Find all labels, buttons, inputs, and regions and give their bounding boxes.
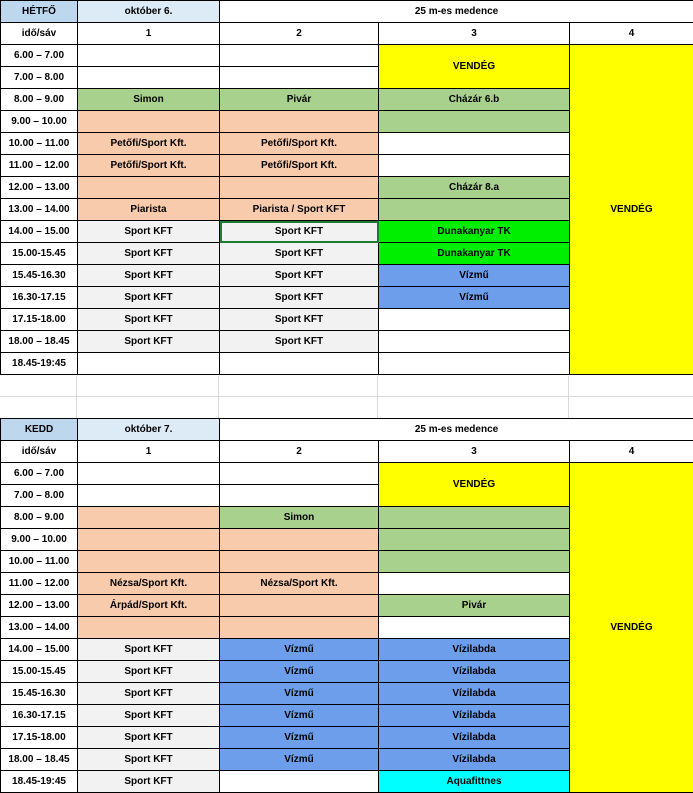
date-label: október 7. <box>78 419 220 441</box>
day-label: HÉTFŐ <box>1 1 78 23</box>
lane3-cell[interactable] <box>379 507 570 529</box>
lane3-cell[interactable]: Aquafittnes <box>379 771 570 793</box>
lane1-cell[interactable]: Sport KFT <box>78 221 220 243</box>
lane1-cell[interactable]: Petőfi/Sport Kft. <box>78 133 220 155</box>
lane3-cell[interactable] <box>379 529 570 551</box>
lane3-cell[interactable]: Pivár <box>379 595 570 617</box>
lane2-cell[interactable]: Petőfi/Sport Kft. <box>220 155 379 177</box>
time-lane-header: idő/sáv <box>1 23 78 45</box>
pool-title: 25 m-es medence <box>220 1 693 23</box>
lane2-cell[interactable]: Sport KFT <box>220 331 379 353</box>
lane1-cell[interactable] <box>78 551 220 573</box>
time-slot: 15.45-16.30 <box>1 683 78 705</box>
time-slot: 18.45-19:45 <box>1 771 78 793</box>
lane3-cell[interactable]: Vízilabda <box>379 661 570 683</box>
lane3-reserved-cell[interactable]: VENDÉG <box>379 463 570 507</box>
lane1-cell[interactable]: Sport KFT <box>78 309 220 331</box>
lane3-cell[interactable] <box>379 199 570 221</box>
lane1-cell[interactable]: Piarista <box>78 199 220 221</box>
time-slot: 14.00 – 15.00 <box>1 639 78 661</box>
lane3-cell[interactable]: Vízmű <box>379 287 570 309</box>
lane-header: 4 <box>570 23 693 45</box>
time-slot: 15.00-15.45 <box>1 243 78 265</box>
lane2-cell[interactable]: Petőfi/Sport Kft. <box>220 133 379 155</box>
time-slot: 12.00 – 13.00 <box>1 177 78 199</box>
lane-header: 3 <box>379 441 570 463</box>
lane3-cell[interactable] <box>379 551 570 573</box>
schedule-table-tuesday <box>0 418 693 793</box>
lane3-cell[interactable]: Cházár 8.a <box>379 177 570 199</box>
time-slot: 8.00 – 9.00 <box>1 507 78 529</box>
time-slot: 15.00-15.45 <box>1 661 78 683</box>
lane1-cell[interactable]: Sport KFT <box>78 749 220 771</box>
time-slot: 10.00 – 11.00 <box>1 551 78 573</box>
lane1-cell[interactable] <box>78 67 220 89</box>
lane2-cell[interactable]: Vízmű <box>220 727 379 749</box>
lane3-cell[interactable] <box>379 133 570 155</box>
time-slot: 17.15-18.00 <box>1 309 78 331</box>
lane1-cell[interactable]: Sport KFT <box>78 661 220 683</box>
lane2-cell[interactable] <box>220 111 379 133</box>
lane1-cell[interactable]: Sport KFT <box>78 243 220 265</box>
lane1-cell[interactable]: Sport KFT <box>78 331 220 353</box>
pool-title: 25 m-es medence <box>220 419 693 441</box>
lane3-cell[interactable]: Vízilabda <box>379 749 570 771</box>
time-slot: 11.00 – 12.00 <box>1 573 78 595</box>
lane2-cell[interactable]: Sport KFT <box>220 309 379 331</box>
lane1-cell[interactable]: Sport KFT <box>78 639 220 661</box>
lane2-cell[interactable]: Vízmű <box>220 639 379 661</box>
date-label: október 6. <box>78 1 220 23</box>
time-slot: 15.45-16.30 <box>1 265 78 287</box>
time-slot: 18.00 – 18.45 <box>1 331 78 353</box>
lane2-cell[interactable] <box>220 617 379 639</box>
lane1-cell[interactable]: Sport KFT <box>78 287 220 309</box>
lane-header: 1 <box>78 441 220 463</box>
lane3-cell[interactable]: Vízilabda <box>379 705 570 727</box>
lane2-cell[interactable]: Vízmű <box>220 705 379 727</box>
lane3-cell[interactable] <box>379 617 570 639</box>
time-slot: 17.15-18.00 <box>1 727 78 749</box>
time-slot: 14.00 – 15.00 <box>1 221 78 243</box>
lane4-reserved-cell[interactable]: VENDÉG <box>570 463 693 793</box>
lane2-cell[interactable] <box>220 177 379 199</box>
lane2-cell[interactable]: Sport KFT <box>220 265 379 287</box>
lane3-cell[interactable] <box>379 155 570 177</box>
time-slot: 9.00 – 10.00 <box>1 529 78 551</box>
time-slot: 7.00 – 8.00 <box>1 485 78 507</box>
lane1-cell[interactable] <box>78 45 220 67</box>
schedule-table-monday <box>0 0 693 375</box>
day-label: KEDD <box>1 419 78 441</box>
lane2-cell[interactable] <box>220 529 379 551</box>
lane1-cell[interactable]: Sport KFT <box>78 683 220 705</box>
lane1-cell[interactable] <box>78 617 220 639</box>
lane2-cell[interactable] <box>220 45 379 67</box>
lane2-cell[interactable]: Nézsa/Sport Kft. <box>220 573 379 595</box>
lane2-cell[interactable]: Vízmű <box>220 683 379 705</box>
lane1-cell[interactable]: Nézsa/Sport Kft. <box>78 573 220 595</box>
lane3-cell[interactable] <box>379 309 570 331</box>
lane-header: 2 <box>220 23 379 45</box>
lane1-cell[interactable] <box>78 463 220 485</box>
time-slot: 7.00 – 8.00 <box>1 67 78 89</box>
lane2-cell[interactable]: Pivár <box>220 89 379 111</box>
lane2-cell[interactable]: Simon <box>220 507 379 529</box>
lane3-cell[interactable] <box>379 353 570 375</box>
lane2-cell[interactable] <box>220 463 379 485</box>
lane3-cell[interactable]: Vízilabda <box>379 683 570 705</box>
lane1-cell[interactable]: Simon <box>78 89 220 111</box>
lane3-cell[interactable] <box>379 111 570 133</box>
lane3-cell[interactable]: Dunakanyar TK <box>379 221 570 243</box>
lane1-cell[interactable] <box>78 353 220 375</box>
lane3-cell[interactable]: Cházár 6.b <box>379 89 570 111</box>
lane2-cell[interactable] <box>220 485 379 507</box>
lane1-cell[interactable]: Sport KFT <box>78 771 220 793</box>
time-slot: 13.00 – 14.00 <box>1 617 78 639</box>
spacer-rows <box>0 376 693 418</box>
time-slot: 11.00 – 12.00 <box>1 155 78 177</box>
lane1-cell[interactable]: Sport KFT <box>78 265 220 287</box>
lane2-cell[interactable] <box>220 551 379 573</box>
lane2-cell[interactable] <box>220 353 379 375</box>
lane3-cell[interactable]: Vízilabda <box>379 727 570 749</box>
lane1-cell[interactable] <box>78 111 220 133</box>
lane2-cell[interactable]: Vízmű <box>220 661 379 683</box>
lane3-cell[interactable]: Vízmű <box>379 265 570 287</box>
lane2-cell[interactable]: Sport KFT <box>220 221 379 243</box>
lane2-cell[interactable]: Sport KFT <box>220 287 379 309</box>
time-slot: 8.00 – 9.00 <box>1 89 78 111</box>
lane-header: 2 <box>220 441 379 463</box>
lane4-reserved-cell[interactable]: VENDÉG <box>570 45 693 375</box>
lane1-cell[interactable] <box>78 177 220 199</box>
lane1-cell[interactable]: Sport KFT <box>78 705 220 727</box>
lane3-reserved-cell[interactable]: VENDÉG <box>379 45 570 89</box>
lane1-cell[interactable] <box>78 529 220 551</box>
lane1-cell[interactable] <box>78 507 220 529</box>
time-slot: 13.00 – 14.00 <box>1 199 78 221</box>
lane1-cell[interactable]: Árpád/Sport Kft. <box>78 595 220 617</box>
time-slot: 10.00 – 11.00 <box>1 133 78 155</box>
lane1-cell[interactable] <box>78 485 220 507</box>
lane3-cell[interactable] <box>379 573 570 595</box>
lane3-cell[interactable]: Dunakanyar TK <box>379 243 570 265</box>
time-slot: 18.00 – 18.45 <box>1 749 78 771</box>
lane2-cell[interactable]: Piarista / Sport KFT <box>220 199 379 221</box>
lane-header: 3 <box>379 23 570 45</box>
lane3-cell[interactable] <box>379 331 570 353</box>
time-slot: 6.00 – 7.00 <box>1 45 78 67</box>
lane2-cell[interactable]: Vízmű <box>220 749 379 771</box>
lane3-cell[interactable]: Vízilabda <box>379 639 570 661</box>
lane2-cell[interactable]: Sport KFT <box>220 243 379 265</box>
lane1-cell[interactable]: Petőfi/Sport Kft. <box>78 155 220 177</box>
lane-header: 1 <box>78 23 220 45</box>
lane-header: 4 <box>570 441 693 463</box>
time-slot: 16.30-17.15 <box>1 287 78 309</box>
time-slot: 16.30-17.15 <box>1 705 78 727</box>
time-slot: 12.00 – 13.00 <box>1 595 78 617</box>
time-slot: 9.00 – 10.00 <box>1 111 78 133</box>
time-slot: 18.45-19:45 <box>1 353 78 375</box>
time-slot: 6.00 – 7.00 <box>1 463 78 485</box>
lane1-cell[interactable]: Sport KFT <box>78 727 220 749</box>
time-lane-header: idő/sáv <box>1 441 78 463</box>
lane2-cell[interactable] <box>220 771 379 793</box>
lane2-cell[interactable] <box>220 595 379 617</box>
lane2-cell[interactable] <box>220 67 379 89</box>
